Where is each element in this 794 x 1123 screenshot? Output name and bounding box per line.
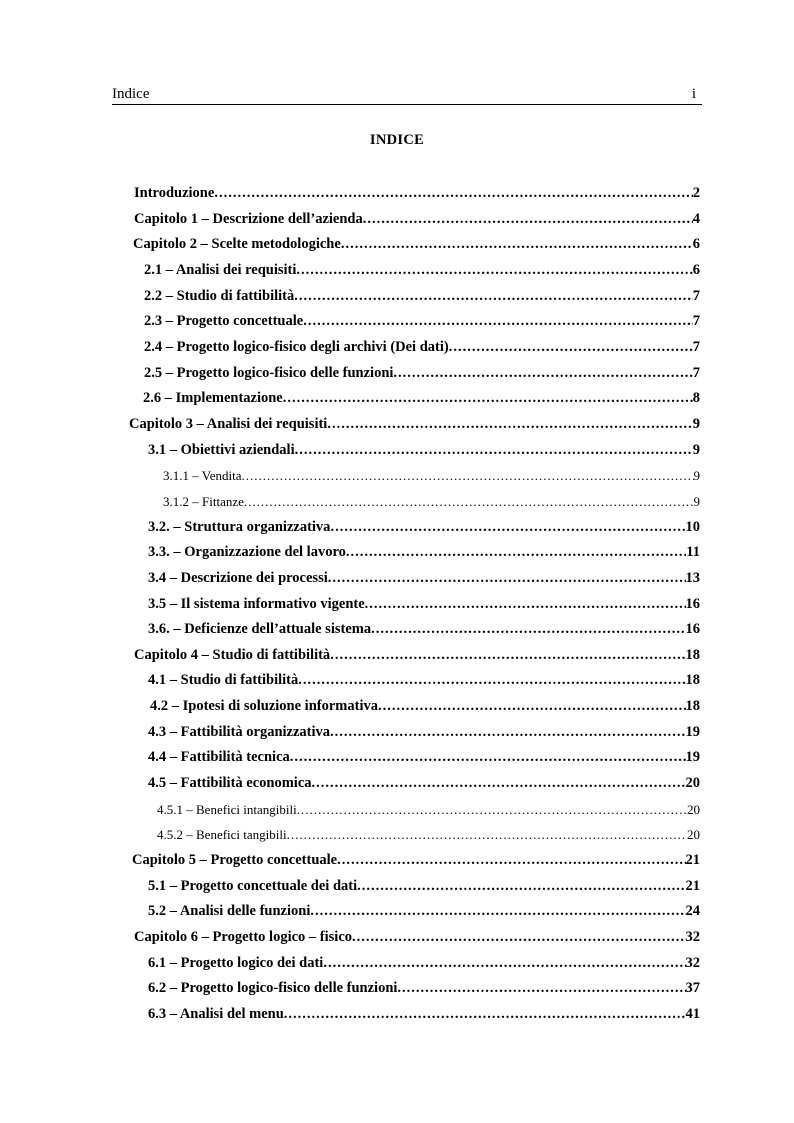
toc-entry-label: 2.2 – Studio di fattibilità (144, 287, 295, 304)
toc-entry[interactable] (148, 720, 700, 746)
toc-entry[interactable] (144, 309, 700, 335)
toc-leader-dots (296, 258, 692, 284)
running-header (112, 84, 702, 105)
toc-leader-dots (397, 976, 685, 1002)
toc-entry[interactable] (148, 771, 700, 797)
toc-entry-label: 2.6 – Implementazione (143, 390, 283, 407)
toc-entry-page-number: 32 (685, 929, 700, 946)
toc-entry[interactable] (144, 284, 700, 310)
toc-entry-label: 3.3. – Organizzazione del lavoro (148, 544, 346, 561)
header-section-title: Indice (112, 86, 150, 102)
toc-entry-label: 2.3 – Progetto concettuale (144, 313, 304, 330)
toc-entry-page-number: 13 (685, 569, 700, 586)
toc-entry-label: 3.2. – Struttura organizzativa (148, 518, 331, 535)
toc-leader-dots (393, 361, 692, 387)
toc-entry[interactable] (157, 797, 700, 823)
toc-entry[interactable] (148, 592, 700, 618)
toc-entry[interactable] (148, 976, 700, 1002)
toc-entry-page-number: 20 (687, 827, 700, 843)
toc-entry[interactable] (144, 361, 700, 387)
toc-entry-page-number: 8 (692, 390, 700, 407)
toc-entry-page-number: 21 (685, 852, 700, 869)
toc-entry[interactable] (148, 438, 700, 464)
toc-entry-label: 6.3 – Analisi del menu (148, 1006, 284, 1022)
toc-entry-page-number: 19 (685, 723, 700, 740)
toc-entry-page-number: 6 (692, 261, 700, 278)
toc-entry-label: 6.2 – Progetto logico-fisico delle funzioni (148, 980, 398, 997)
toc-entry-label: 2.5 – Progetto logico-fisico delle funzioni (144, 364, 394, 381)
toc-entry-label: Capitolo 6 – Progetto logico – fisico (134, 929, 353, 946)
toc-entry-label: 4.5.1 – Benefici intangibili (157, 801, 297, 817)
toc-leader-dots (323, 951, 685, 977)
toc-entry[interactable] (134, 925, 700, 951)
toc-entry-page-number: 32 (685, 954, 700, 971)
toc-entry[interactable] (163, 463, 700, 489)
toc-entry[interactable] (134, 181, 700, 207)
toc-entry-page-number: 9 (692, 415, 700, 432)
toc-leader-dots (330, 720, 685, 746)
toc-leader-dots (297, 797, 687, 823)
toc-entry-page-number: 18 (685, 646, 700, 663)
toc-leader-dots (330, 643, 685, 669)
toc-entry-page-number: 20 (687, 801, 700, 817)
toc-entry-page-number: 6 (692, 236, 700, 253)
toc-entry-label: Capitolo 5 – Progetto concettuale (132, 852, 338, 869)
toc-entry-label: 3.6. – Deficienze dell’attuale sistema (148, 621, 372, 638)
toc-leader-dots (310, 899, 685, 925)
toc-entry-label: 3.4 – Descrizione dei processi (148, 569, 328, 586)
toc-entry-label: 4.5 – Fattibilità economica (148, 775, 312, 792)
toc-entry-page-number: 7 (692, 313, 700, 330)
toc-entry-page-number: 20 (685, 775, 700, 792)
toc-entry-label: Capitolo 3 – Analisi dei requisiti (129, 415, 328, 432)
toc-leader-dots (312, 771, 686, 797)
toc-entry-page-number: 21 (685, 877, 700, 894)
toc-leader-dots (298, 668, 685, 694)
page-title: INDICE (369, 132, 425, 148)
toc-entry-page-number: 9 (693, 468, 700, 484)
toc-entry[interactable] (148, 745, 700, 771)
toc-entry-label: 5.1 – Progetto concettuale dei dati (148, 877, 358, 894)
toc-entry[interactable] (148, 617, 700, 643)
toc-entry[interactable] (148, 951, 700, 977)
table-of-contents (0, 181, 794, 1028)
toc-entry-page-number: 24 (685, 903, 700, 920)
toc-leader-dots (346, 540, 686, 566)
toc-entry-page-number: 18 (685, 698, 700, 715)
toc-entry-label: 4.3 – Fattibilità organizzativa (148, 723, 331, 740)
toc-leader-dots (365, 592, 686, 618)
toc-entry-label: 3.5 – Il sistema informativo vigente (148, 595, 365, 612)
toc-entry-page-number: 11 (686, 544, 700, 561)
toc-entry-label: 4.5.2 – Benefici tangibili (157, 827, 287, 843)
toc-entry-label: Capitolo 4 – Studio di fattibilità (134, 646, 331, 663)
toc-entry-label: 2.4 – Progetto logico-fisico degli archivi (Dei dati) (144, 338, 449, 355)
toc-entry-label: 3.1 – Obiettivi aziendali (148, 441, 295, 458)
toc-leader-dots (283, 386, 693, 412)
toc-leader-dots (330, 515, 685, 541)
toc-entry[interactable] (129, 412, 700, 438)
toc-entry-page-number: 16 (685, 595, 700, 612)
toc-entry[interactable] (148, 515, 700, 541)
toc-entry-label: 3.1.2 – Fittanze (163, 493, 244, 509)
toc-entry[interactable] (148, 566, 700, 592)
toc-entry-page-number: 4 (692, 210, 700, 227)
toc-leader-dots (449, 335, 693, 361)
toc-entry[interactable] (148, 874, 700, 900)
toc-entry[interactable] (148, 1002, 700, 1028)
toc-entry-label: 5.2 – Analisi delle funzioni (148, 903, 311, 920)
toc-entry[interactable] (144, 258, 700, 284)
toc-leader-dots (294, 284, 692, 310)
toc-leader-dots (371, 617, 685, 643)
toc-entry-label: 4.2 – Ipotesi di soluzione informativa (150, 698, 378, 715)
toc-entry-page-number: 9 (693, 493, 700, 509)
toc-entry[interactable] (134, 207, 700, 233)
toc-entry[interactable] (150, 694, 700, 720)
toc-entry[interactable] (144, 335, 700, 361)
toc-entry-label: 6.1 – Progetto logico dei dati (148, 954, 324, 971)
toc-entry[interactable] (133, 232, 700, 258)
toc-entry-label: 4.1 – Studio di fattibilità (148, 672, 299, 689)
toc-entry-label: 4.4 – Fattibilità tecnica (148, 749, 290, 766)
toc-leader-dots (337, 848, 685, 874)
toc-leader-dots (290, 745, 686, 771)
toc-leader-dots (357, 874, 685, 900)
toc-leader-dots (328, 566, 686, 592)
toc-leader-dots (287, 822, 687, 848)
toc-leader-dots (241, 463, 693, 489)
toc-entry-page-number: 7 (692, 338, 700, 355)
toc-leader-dots (284, 1002, 686, 1028)
toc-entry-label: 3.1.1 – Vendita (163, 468, 242, 484)
toc-entry[interactable] (148, 899, 700, 925)
toc-entry-page-number: 41 (685, 1006, 700, 1022)
toc-entry-label: Introduzione (134, 185, 215, 201)
toc-entry[interactable] (132, 848, 700, 874)
toc-leader-dots (378, 694, 686, 720)
toc-entry[interactable] (157, 822, 700, 848)
toc-entry[interactable] (143, 386, 700, 412)
toc-leader-dots (295, 438, 693, 464)
toc-leader-dots (214, 181, 692, 207)
toc-leader-dots (341, 232, 693, 258)
toc-entry-page-number: 7 (692, 287, 700, 304)
toc-entry-label: Capitolo 1 – Descrizione dell’azienda (134, 210, 363, 227)
toc-entry-label: 2.1 – Analisi dei requisiti (144, 261, 297, 278)
toc-leader-dots (244, 489, 694, 515)
toc-leader-dots (303, 309, 693, 335)
toc-entry[interactable] (148, 668, 700, 694)
toc-entry-page-number: 7 (692, 364, 700, 381)
toc-entry-page-number: 2 (692, 185, 700, 201)
toc-entry[interactable] (163, 489, 700, 515)
toc-leader-dots (352, 925, 685, 951)
toc-entry-page-number: 37 (685, 980, 700, 997)
toc-entry-page-number: 9 (692, 441, 700, 458)
toc-leader-dots (363, 207, 693, 233)
header-page-number: i (691, 86, 696, 102)
toc-entry-page-number: 16 (685, 621, 700, 638)
toc-leader-dots (327, 412, 692, 438)
toc-entry-page-number: 10 (685, 518, 700, 535)
toc-entry[interactable] (134, 643, 700, 669)
toc-entry[interactable] (148, 540, 700, 566)
toc-entry-page-number: 18 (685, 672, 700, 689)
toc-entry-page-number: 19 (685, 749, 700, 766)
toc-entry-label: Capitolo 2 – Scelte metodologiche (133, 236, 341, 253)
